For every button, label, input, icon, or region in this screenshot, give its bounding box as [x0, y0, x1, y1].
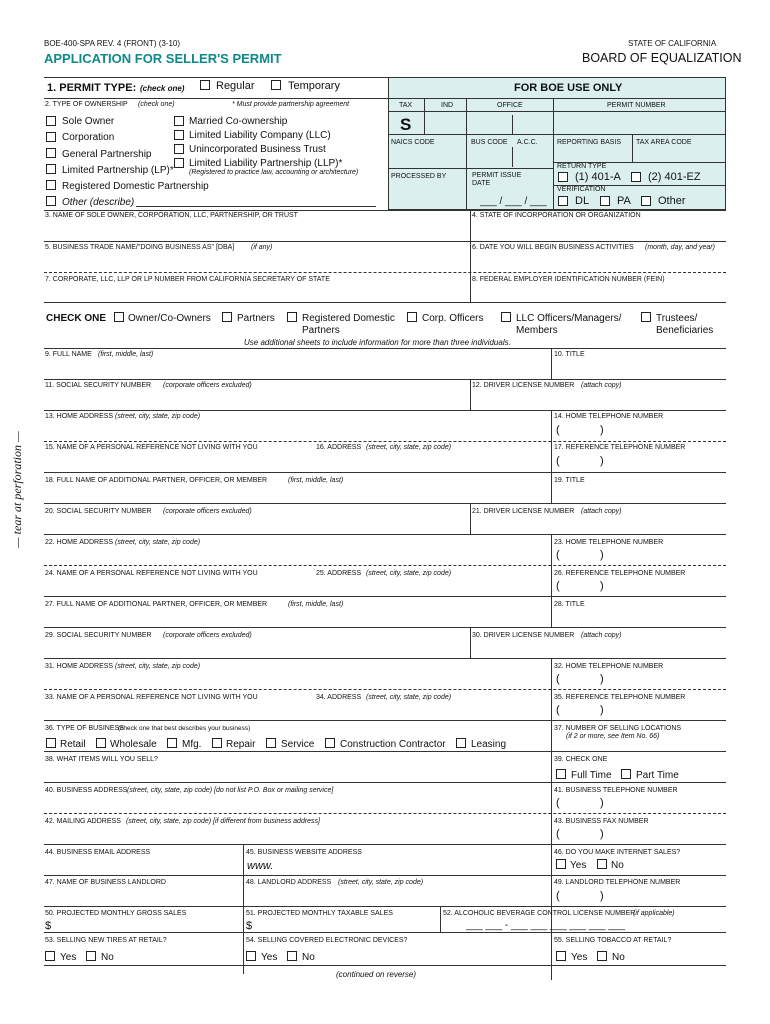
ownership-check-one: (check one) — [138, 101, 175, 108]
field-7-label: 7. CORPORATE, LLC, LLP OR LP NUMBER FROM CALIFORNIA SECRETARY OF STATE — [45, 276, 330, 283]
tobacco-no-checkbox[interactable] — [597, 951, 607, 961]
field-19-label: 19. TITLE — [554, 477, 585, 484]
tires-yes-label: Yes — [60, 952, 77, 963]
electronics-yes-label: Yes — [261, 952, 278, 963]
tires-yes-checkbox[interactable] — [45, 951, 55, 961]
field-11-note: (corporate officers excluded) — [163, 382, 252, 389]
field-52-label: 52. ALCOHOLIC BEVERAGE CONTROL LICENSE NUMBER — [443, 910, 636, 917]
field-42-label: 42. MAILING ADDRESS — [45, 818, 121, 825]
retail-checkbox[interactable] — [46, 738, 56, 748]
field-33-label: 33. NAME OF A PERSONAL REFERENCE NOT LIVING WITH YOU — [45, 694, 258, 701]
sole-owner-label: Sole Owner — [62, 116, 115, 127]
full-time-checkbox[interactable] — [556, 769, 566, 779]
check-one-label: CHECK ONE — [46, 313, 107, 324]
additional-sheets-note: Use additional sheets to include information for more than three individuals. — [244, 338, 511, 347]
field-4-label: 4. STATE OF INCORPORATION OR ORGANIZATION — [472, 212, 641, 219]
field-5-label: 5. BUSINESS TRADE NAME/"DOING BUSINESS AS" [DBA] — [45, 244, 235, 251]
regular-checkbox[interactable] — [200, 80, 210, 90]
llc-officers-label-2: Members — [516, 325, 558, 336]
regular-label: Regular — [216, 80, 255, 92]
verification-pa-label: PA — [617, 195, 631, 207]
field-23-paren-open: ( — [556, 549, 560, 561]
tires-no-label: No — [101, 952, 114, 963]
field-8-label: 8. FEDERAL EMPLOYER IDENTIFICATION NUMBER (FEIN) — [472, 276, 665, 283]
field-16-label: 16. ADDRESS — [316, 444, 362, 451]
field-32-paren-open: ( — [556, 673, 560, 685]
field-6-label: 6. DATE YOU WILL BEGIN BUSINESS ACTIVITIES — [472, 244, 634, 251]
boe-ind: IND — [441, 102, 454, 109]
corporation-label: Corporation — [62, 132, 115, 143]
field-27-label: 27. FULL NAME OF ADDITIONAL PARTNER, OFFICER, OR MEMBER — [45, 601, 268, 608]
verification-dl-checkbox[interactable] — [558, 196, 568, 206]
field-28-label: 28. TITLE — [554, 601, 585, 608]
unincorporated-checkbox[interactable] — [174, 144, 184, 154]
unincorporated-label: Unincorporated Business Trust — [189, 144, 326, 155]
field-21-note: (attach copy) — [581, 508, 622, 515]
field-9-label: 9. FULL NAME — [45, 351, 92, 358]
field-46-label: 46. DO YOU MAKE INTERNET SALES? — [554, 849, 681, 856]
registered-domestic-label: Registered Domestic Partnership — [62, 181, 209, 192]
boe-permit-number: PERMIT NUMBER — [607, 102, 666, 109]
boe-tax-area: TAX AREA CODE — [636, 139, 692, 146]
limited-partnership-checkbox[interactable] — [46, 164, 56, 174]
field-42-note: (street, city, state, zip code) [if different from business address] — [126, 818, 321, 825]
sole-owner-checkbox[interactable] — [46, 116, 56, 126]
field-5-note: (if any) — [251, 244, 273, 251]
construction-label: Construction Contractor — [340, 739, 446, 750]
field-40-label: 40. BUSINESS ADDRESS — [45, 787, 128, 794]
boe-office: OFFICE — [497, 102, 523, 109]
field-35-paren-close: ) — [600, 704, 604, 716]
field-29-label: 29. SOCIAL SECURITY NUMBER — [45, 632, 152, 639]
field-30-note: (attach copy) — [581, 632, 622, 639]
mfg-label: Mfg. — [182, 739, 202, 750]
field-27-note: (first, middle, last) — [288, 601, 344, 608]
ownership-note: * Must provide partnership agreement — [232, 101, 350, 108]
field-10-label: 10. TITLE — [554, 351, 585, 358]
field-25-label: 25. ADDRESS — [316, 570, 362, 577]
trustees-label-1: Trustees/ — [656, 313, 698, 324]
internet-sales-yes-label: Yes — [570, 860, 587, 871]
verification-dl-label: DL — [575, 195, 590, 207]
field-44-label: 44. BUSINESS EMAIL ADDRESS — [45, 849, 151, 856]
electronics-no-label: No — [302, 952, 315, 963]
field-51-label: 51. PROJECTED MONTHLY TAXABLE SALES — [246, 910, 393, 917]
field-14-paren-close: ) — [600, 424, 604, 436]
wholesale-checkbox[interactable] — [96, 738, 106, 748]
field-20-label: 20. SOCIAL SECURITY NUMBER — [45, 508, 152, 515]
general-partnership-checkbox[interactable] — [46, 148, 56, 158]
field-47-label: 47. NAME OF BUSINESS LANDLORD — [45, 879, 166, 886]
field-12-note: (attach copy) — [581, 382, 622, 389]
field-15-label: 15. NAME OF A PERSONAL REFERENCE NOT LIVING WITH YOU — [45, 444, 258, 451]
llp-label: Limited Liability Partnership (LLP)* — [189, 158, 343, 169]
taxable-sales-dollar: $ — [246, 920, 253, 932]
partners-checkbox[interactable] — [222, 312, 232, 322]
partners-label: Partners — [237, 313, 275, 324]
field-40-note: (street, city, state, zip code) [do not list P.O. Box or mailing service] — [127, 787, 334, 794]
field-17-label: 17. REFERENCE TELEPHONE NUMBER — [554, 444, 686, 451]
electronics-no-checkbox[interactable] — [287, 951, 297, 961]
boe-reporting-basis: REPORTING BASIS — [557, 139, 622, 146]
retail-label: Retail — [60, 739, 86, 750]
field-11-label: 11. SOCIAL SECURITY NUMBER — [45, 382, 152, 389]
field-36-note: (check one that best describes your business) — [118, 725, 251, 732]
field-49-paren-close: ) — [600, 890, 604, 902]
boe-s-letter: S — [400, 115, 412, 134]
other-ownership-checkbox[interactable] — [46, 196, 56, 206]
field-14-paren-open: ( — [556, 424, 560, 436]
field-29-note: (corporate officers excluded) — [163, 632, 252, 639]
field-32-paren-close: ) — [600, 673, 604, 685]
field-21-label: 21. DRIVER LICENSE NUMBER — [472, 508, 575, 515]
agency-label: BOARD OF EQUALIZATION — [582, 51, 742, 65]
website-www: www. — [247, 860, 274, 872]
boe-permit-issue: PERMIT ISSUE — [472, 172, 522, 179]
construction-checkbox[interactable] — [325, 738, 335, 748]
wholesale-label: Wholesale — [110, 739, 157, 750]
return-401a-checkbox[interactable] — [558, 172, 568, 182]
electronics-yes-checkbox[interactable] — [246, 951, 256, 961]
llp-checkbox[interactable] — [174, 158, 184, 168]
registered-domestic-checkbox[interactable] — [46, 180, 56, 190]
return-401ez-checkbox[interactable] — [631, 172, 641, 182]
field-49-label: 49. LANDLORD TELEPHONE NUMBER — [554, 879, 681, 886]
field-3-label: 3. NAME OF SOLE OWNER, CORPORATION, LLC, PARTNERSHIP, OR TRUST — [45, 212, 298, 219]
field-24-label: 24. NAME OF A PERSONAL REFERENCE NOT LIVING WITH YOU — [45, 570, 258, 577]
field-22-note: (street, city, state, zip code) — [115, 539, 201, 546]
permit-type-label: 1. PERMIT TYPE: — [47, 82, 137, 94]
field-35-label: 35. REFERENCE TELEPHONE NUMBER — [554, 694, 686, 701]
state-label: STATE OF CALIFORNIA — [628, 39, 717, 48]
field-41-paren-close: ) — [600, 797, 604, 809]
boe-acc: A.C.C. — [517, 139, 538, 146]
field-18-note: (first, middle, last) — [288, 477, 344, 484]
field-23-paren-close: ) — [600, 549, 604, 561]
field-41-paren-open: ( — [556, 797, 560, 809]
return-401a-label: (1) 401-A — [575, 171, 621, 183]
service-checkbox[interactable] — [266, 738, 276, 748]
llp-note: (Registered to practice law, accounting or architecture) — [189, 169, 359, 176]
leasing-label: Leasing — [471, 739, 507, 750]
field-20-note: (corporate officers excluded) — [163, 508, 252, 515]
boe-return-type: RETURN TYPE — [557, 163, 607, 170]
reg-dom-label-2: Partners — [302, 325, 340, 336]
form-id: BOE-400-SPA REV. 4 (FRONT) (3-10) — [44, 39, 181, 48]
temporary-checkbox[interactable] — [271, 80, 281, 90]
other-describe-line[interactable] — [136, 206, 376, 207]
temporary-label: Temporary — [288, 80, 340, 92]
field-50-label: 50. PROJECTED MONTHLY GROSS SALES — [45, 910, 187, 917]
field-26-paren-open: ( — [556, 580, 560, 592]
field-30-label: 30. DRIVER LICENSE NUMBER — [472, 632, 575, 639]
field-34-label: 34. ADDRESS — [316, 694, 362, 701]
field-55-label: 55. SELLING TOBACCO AT RETAIL? — [554, 937, 672, 944]
field-38-label: 38. WHAT ITEMS WILL YOU SELL? — [45, 756, 158, 763]
field-39-label: 39. CHECK ONE — [554, 756, 608, 763]
part-time-checkbox[interactable] — [621, 769, 631, 779]
boe-title: FOR BOE USE ONLY — [514, 82, 623, 94]
field-25-note: (street, city, state, zip code) — [366, 570, 452, 577]
internet-sales-yes-checkbox[interactable] — [556, 859, 566, 869]
field-17-paren-close: ) — [600, 455, 604, 467]
field-43-paren-close: ) — [600, 828, 604, 840]
field-43-paren-open: ( — [556, 828, 560, 840]
field-23-label: 23. HOME TELEPHONE NUMBER — [554, 539, 664, 546]
field-26-label: 26. REFERENCE TELEPHONE NUMBER — [554, 570, 686, 577]
full-time-label: Full Time — [571, 770, 612, 781]
field-53-label: 53. SELLING NEW TIRES AT RETAIL? — [45, 937, 167, 944]
field-31-label: 31. HOME ADDRESS — [45, 663, 114, 670]
field-32-label: 32. HOME TELEPHONE NUMBER — [554, 663, 664, 670]
field-37-label: 37. NUMBER OF SELLING LOCATIONS — [554, 725, 682, 732]
form-title: APPLICATION FOR SELLER'S PERMIT — [44, 51, 282, 66]
repair-label: Repair — [226, 739, 256, 750]
limited-partnership-label: Limited Partnership (LP)* — [62, 165, 174, 176]
corp-officers-checkbox[interactable] — [407, 312, 417, 322]
corp-officers-label: Corp. Officers — [422, 313, 484, 324]
trustees-checkbox[interactable] — [641, 312, 651, 322]
mfg-checkbox[interactable] — [167, 738, 177, 748]
llc-officers-label-1: LLC Officers/Managers/ — [516, 313, 622, 324]
boe-date-label: DATE — [472, 180, 491, 187]
internet-sales-no-checkbox[interactable] — [597, 859, 607, 869]
field-14-label: 14. HOME TELEPHONE NUMBER — [554, 413, 664, 420]
field-16-note: (street, city, state, zip code) — [366, 444, 452, 451]
ownership-label: 2. TYPE OF OWNERSHIP — [45, 101, 128, 108]
tobacco-yes-checkbox[interactable] — [556, 951, 566, 961]
trustees-label-2: Beneficiaries — [656, 325, 714, 336]
field-31-note: (street, city, state, zip code) — [115, 663, 201, 670]
field-13-note: (street, city, state, zip code) — [115, 413, 201, 420]
service-label: Service — [281, 739, 315, 750]
corporation-checkbox[interactable] — [46, 132, 56, 142]
field-52-note: (if applicable) — [633, 910, 675, 917]
field-49-paren-open: ( — [556, 890, 560, 902]
llc-officers-checkbox[interactable] — [501, 312, 511, 322]
boe-tax: TAX — [399, 102, 413, 109]
registered-domestic-partners-checkbox[interactable] — [287, 312, 297, 322]
llc-label: Limited Liability Company (LLC) — [189, 130, 331, 141]
tires-no-checkbox[interactable] — [86, 951, 96, 961]
continued-on-reverse: (continued on reverse) — [336, 970, 417, 979]
owner-co-owners-label: Owner/Co-Owners — [128, 313, 211, 324]
boe-date-blank: ___ / ___ / ___ — [480, 196, 547, 207]
reg-dom-label-1: Registered Domestic — [302, 313, 395, 324]
field-26-paren-close: ) — [600, 580, 604, 592]
boe-processed-by: PROCESSED BY — [391, 173, 447, 180]
field-6-note: (month, day, and year) — [645, 244, 715, 251]
tobacco-yes-label: Yes — [571, 952, 588, 963]
field-12-label: 12. DRIVER LICENSE NUMBER — [472, 382, 575, 389]
llc-checkbox[interactable] — [174, 130, 184, 140]
verification-other-label: Other — [658, 195, 686, 207]
part-time-label: Part Time — [636, 770, 679, 781]
repair-checkbox[interactable] — [212, 738, 222, 748]
boe-naics: NAICS CODE — [391, 139, 435, 146]
field-48-note: (street, city, state, zip code) — [338, 879, 424, 886]
field-17-paren-open: ( — [556, 455, 560, 467]
field-43-label: 43. BUSINESS FAX NUMBER — [554, 818, 649, 825]
field-34-note: (street, city, state, zip code) — [366, 694, 452, 701]
field-22-label: 22. HOME ADDRESS — [45, 539, 114, 546]
verification-pa-checkbox[interactable] — [600, 196, 610, 206]
general-partnership-label: General Partnership — [62, 149, 152, 160]
boe-bus-code: BUS CODE — [471, 139, 508, 146]
owner-co-owners-checkbox[interactable] — [114, 312, 124, 322]
field-36-label: 36. TYPE OF BUSINESS — [45, 725, 124, 732]
license-number-blank: ___ ___ - ___ ___ ___ ___ ___ ___ — [466, 920, 626, 931]
tear-perforation-note: — tear at perforation — — [10, 431, 24, 548]
leasing-checkbox[interactable] — [456, 738, 466, 748]
boe-verification: VERIFICATION — [557, 186, 606, 193]
field-9-note: (first, middle, last) — [98, 351, 154, 358]
internet-sales-no-label: No — [611, 860, 624, 871]
field-45-label: 45. BUSINESS WEBSITE ADDRESS — [246, 849, 362, 856]
return-401ez-label: (2) 401-EZ — [648, 171, 701, 183]
married-checkbox[interactable] — [174, 116, 184, 126]
field-18-label: 18. FULL NAME OF ADDITIONAL PARTNER, OFFICER, OR MEMBER — [45, 477, 268, 484]
field-41-label: 41. BUSINESS TELEPHONE NUMBER — [554, 787, 678, 794]
field-48-label: 48. LANDLORD ADDRESS — [246, 879, 332, 886]
field-13-label: 13. HOME ADDRESS — [45, 413, 114, 420]
tobacco-no-label: No — [612, 952, 625, 963]
field-35-paren-open: ( — [556, 704, 560, 716]
married-label: Married Co-ownership — [189, 116, 288, 127]
verification-other-checkbox[interactable] — [641, 196, 651, 206]
field-54-label: 54. SELLING COVERED ELECTRONIC DEVICES? — [246, 937, 408, 944]
gross-sales-dollar: $ — [45, 920, 52, 932]
permit-type-check-one: (check one) — [140, 84, 185, 93]
field-37-note: (if 2 or more, see Item No. 66) — [566, 733, 660, 740]
other-ownership-label: Other (describe) — [62, 197, 135, 208]
